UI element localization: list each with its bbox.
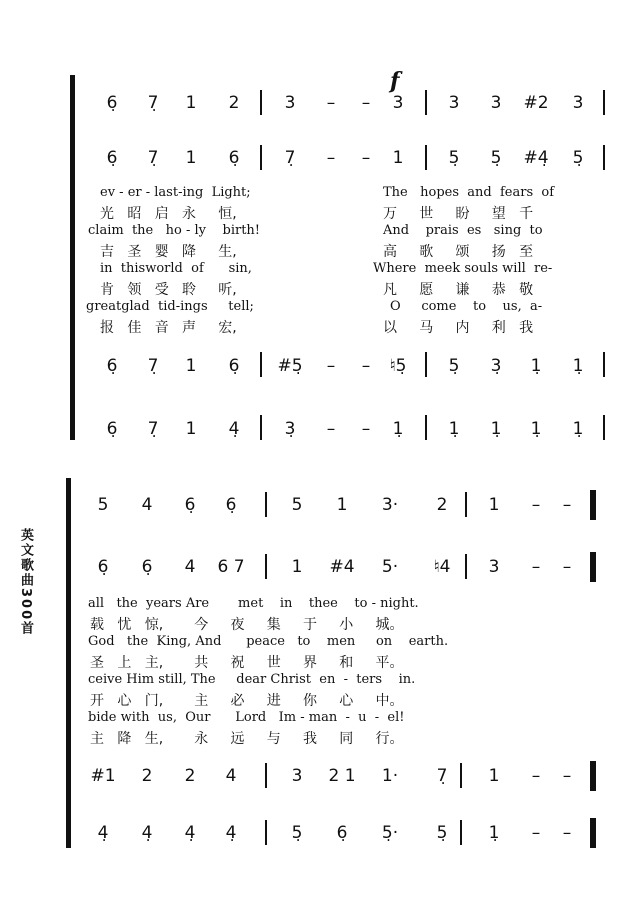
note: 7̣: [436, 766, 448, 786]
lyric-line-right: 万 世 盼 望 千: [383, 206, 534, 222]
note: 3: [392, 93, 404, 113]
note: 1: [185, 148, 197, 168]
note: #4̣: [523, 148, 549, 168]
note: 1: [185, 419, 197, 439]
staff-row-1: [0, 495, 640, 515]
note: 1: [488, 495, 500, 515]
note: 6̣: [228, 356, 240, 376]
note: #5̣: [277, 356, 303, 376]
lyric-line: ceive Him still, The dear Christ en - ters in.: [88, 672, 416, 687]
lyric-line: all the years Are met in thee to - night.: [88, 596, 419, 611]
note: #1: [90, 766, 116, 786]
note: 5: [97, 495, 109, 515]
note: #2: [523, 93, 549, 113]
note: 4: [141, 495, 153, 515]
lyric-line: 肯 领 受 聆 听,: [100, 282, 237, 298]
lyric-line: 报 佳 音 声 宏,: [100, 320, 237, 336]
note: 6̣: [106, 93, 118, 113]
lyric-line: bide with us, Our Lord Im - man - u - el!: [88, 710, 405, 725]
note: 3: [284, 93, 296, 113]
note: –: [361, 419, 371, 439]
note: 4: [225, 766, 237, 786]
note: –: [562, 495, 572, 515]
note: 1: [291, 557, 303, 577]
lyric-line-right: Where meek souls will re-: [373, 261, 553, 276]
note: 2: [184, 766, 196, 786]
note: 1̣: [572, 419, 584, 439]
note: 6̣: [97, 557, 109, 577]
note: 3̣: [284, 419, 296, 439]
lyric-line: God the King, And peace to men on earth.: [88, 634, 449, 649]
note: 6̣: [228, 148, 240, 168]
note: –: [531, 823, 541, 843]
note: ♮4: [433, 557, 451, 577]
note: 1: [185, 356, 197, 376]
note: ♮5̣: [389, 356, 407, 376]
note: –: [361, 148, 371, 168]
lyric-line: 圣 上 主, 共 祝 世 界 和 平。: [90, 655, 404, 671]
note: 3·: [381, 495, 399, 515]
lyric-line: claim the ho - ly birth!: [88, 223, 261, 238]
note: –: [326, 93, 336, 113]
note: 6̣: [225, 495, 237, 515]
note: 6̣: [106, 356, 118, 376]
note: –: [562, 823, 572, 843]
lyric-line: in thisworld of sin,: [100, 261, 252, 276]
staff-row-1: [0, 93, 640, 113]
note: 1̣: [392, 419, 404, 439]
staff-row-2: [0, 148, 640, 168]
note: –: [361, 356, 371, 376]
lyric-line-right: 以 马 内 利 我: [383, 320, 534, 336]
note: 2 1: [328, 766, 356, 786]
staff-row-2: [0, 557, 640, 577]
note: –: [562, 557, 572, 577]
lyric-line: ev - er - last-ing Light;: [100, 185, 251, 200]
lyric-line: 光 昭 启 永 恒,: [100, 206, 237, 222]
note: –: [326, 148, 336, 168]
note: 3: [488, 557, 500, 577]
lyric-line-right: 高 歌 颂 扬 至: [383, 244, 534, 260]
lyrics-block-2: [0, 596, 640, 746]
lyric-line: 载 忧 惊, 今 夜 集 于 小 城。: [90, 617, 404, 633]
note: 2: [141, 766, 153, 786]
note: 4: [184, 557, 196, 577]
note: 5: [291, 495, 303, 515]
note: –: [326, 419, 336, 439]
note: 1: [392, 148, 404, 168]
note: 5̣: [291, 823, 303, 843]
note: 1·: [381, 766, 399, 786]
staff-row-4: [0, 823, 640, 843]
note: 7̣: [147, 93, 159, 113]
staff-row-4: [0, 419, 640, 439]
note: 5·: [381, 557, 399, 577]
note: –: [531, 766, 541, 786]
note: –: [361, 93, 371, 113]
note: 1: [336, 495, 348, 515]
lyric-line: greatglad tid-ings tell;: [86, 299, 254, 314]
note: 5̣: [572, 148, 584, 168]
note: 7̣: [147, 356, 159, 376]
note: 1̣: [448, 419, 460, 439]
lyric-line-right: The hopes and fears of: [383, 185, 555, 200]
note: 6̣: [141, 557, 153, 577]
lyric-line: 吉 圣 婴 降 生,: [100, 244, 237, 260]
note: 1: [488, 766, 500, 786]
score-system-2: [0, 470, 640, 870]
lyric-line: 开 心 门, 主 必 进 你 心 中。: [90, 693, 404, 709]
staff-row-3: [0, 766, 640, 786]
note: 1̣: [490, 419, 502, 439]
dynamic-forte: f: [390, 68, 400, 94]
note: 3: [490, 93, 502, 113]
note: 2: [228, 93, 240, 113]
note: #4: [329, 557, 355, 577]
lyric-line-right: 凡 愿 谦 恭 敬: [383, 282, 534, 298]
note: 4̣: [228, 419, 240, 439]
note: 7̣: [147, 148, 159, 168]
note: 1̣: [572, 356, 584, 376]
note: 4̣: [97, 823, 109, 843]
lyric-line-right: O come to us, a-: [390, 299, 543, 314]
note: 6̣: [106, 148, 118, 168]
book-title-vertical: 英文歌曲300首: [18, 528, 33, 637]
note: 5̣·: [381, 823, 399, 843]
note: 5̣: [436, 823, 448, 843]
note: 4̣: [141, 823, 153, 843]
note: 6 7: [217, 557, 245, 577]
note: 7̣: [147, 419, 159, 439]
note: 5̣: [448, 356, 460, 376]
note: 6̣: [106, 419, 118, 439]
lyric-line-right: And prais es sing to: [383, 223, 543, 238]
note: 3: [572, 93, 584, 113]
note: 3: [291, 766, 303, 786]
note: 1: [185, 93, 197, 113]
note: 3̣: [490, 356, 502, 376]
note: 7̣: [284, 148, 296, 168]
note: 5̣: [490, 148, 502, 168]
staff-row-3: [0, 356, 640, 376]
lyrics-block-1: [0, 185, 640, 335]
note: 6̣: [336, 823, 348, 843]
note: 4̣: [184, 823, 196, 843]
note: 1̣: [488, 823, 500, 843]
note: –: [326, 356, 336, 376]
score-system-1: [0, 0, 640, 450]
note: 1̣: [530, 356, 542, 376]
note: 4̣: [225, 823, 237, 843]
note: –: [562, 766, 572, 786]
note: 5̣: [448, 148, 460, 168]
note: 3: [448, 93, 460, 113]
note: 6̣: [184, 495, 196, 515]
note: 1̣: [530, 419, 542, 439]
note: –: [531, 495, 541, 515]
note: –: [531, 557, 541, 577]
lyric-line: 主 降 生, 永 远 与 我 同 行。: [90, 731, 404, 747]
note: 2: [436, 495, 448, 515]
